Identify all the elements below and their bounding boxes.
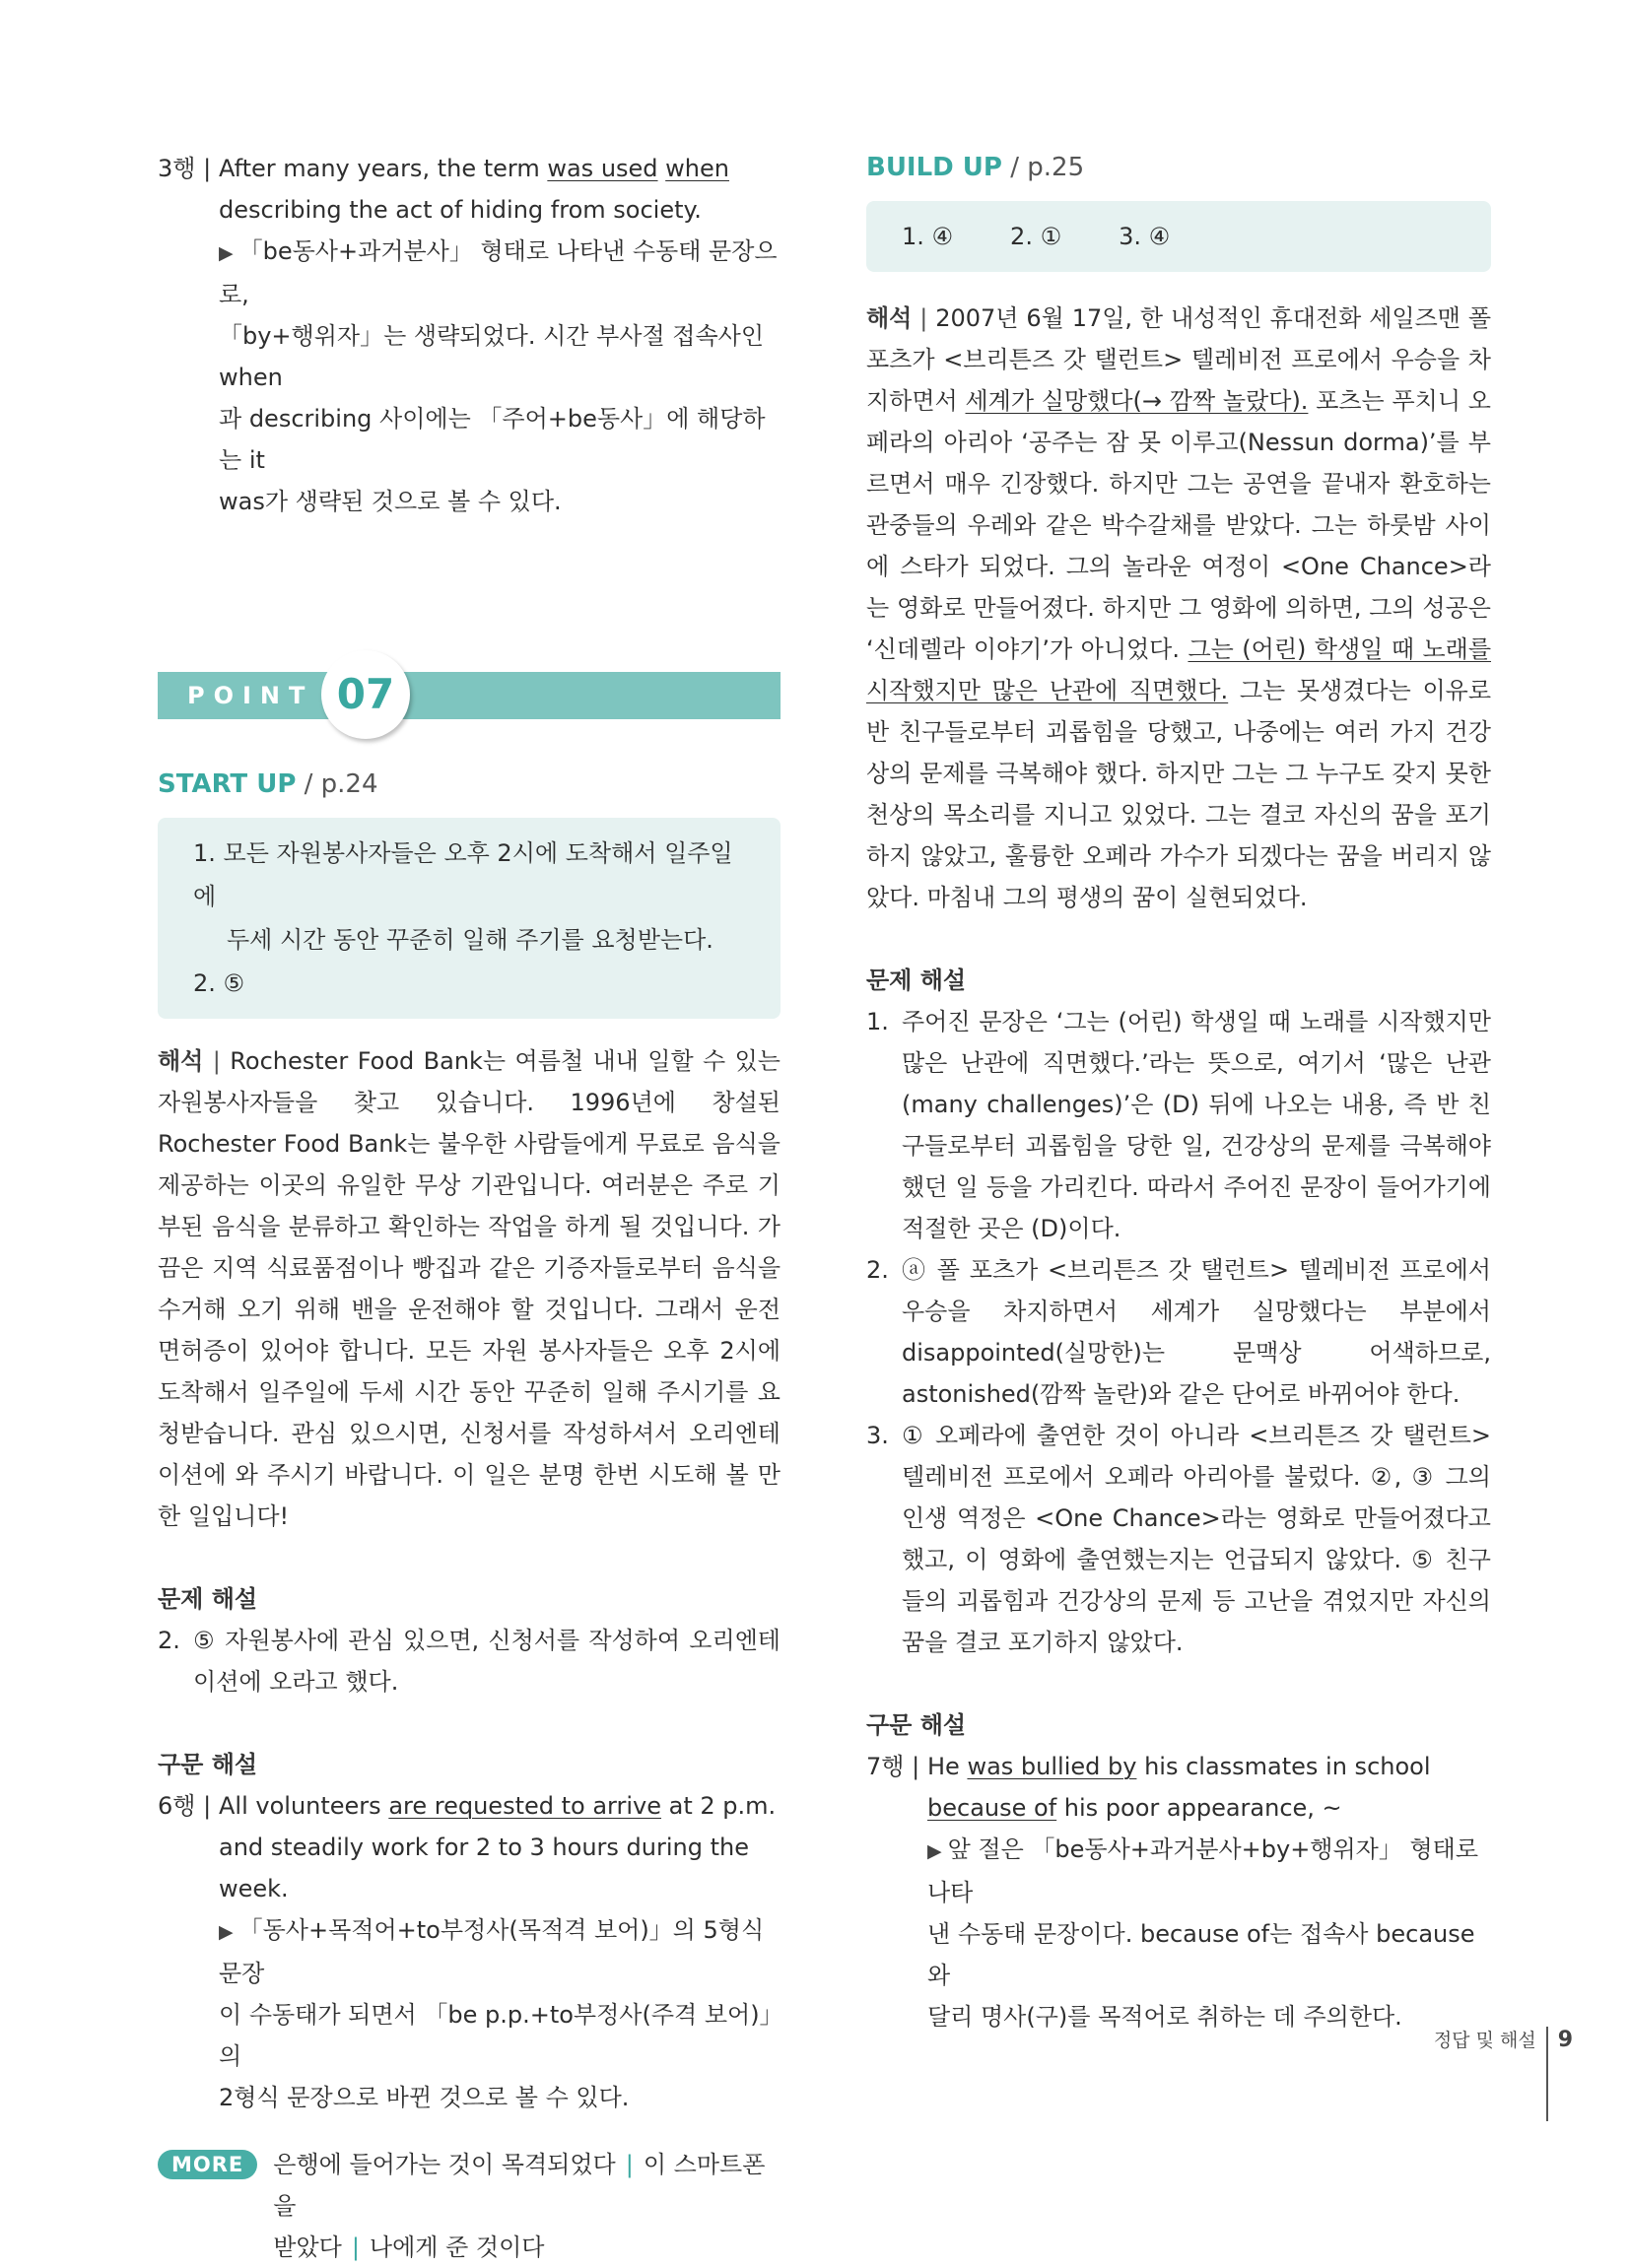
right-column bbox=[866, 148, 1491, 2037]
syntax-explanation-heading: 구문 해설 bbox=[158, 1751, 258, 1778]
structure-note-line6: 6행 | All volunteers are requested to arrive at 2 p.m. and steadily work for 2 to 3 hours during the week. ▶ 「동사+목적어+to부정사(목적격 보어)」의 5형식 문장 이 수동태가 되면서 「be p.p.+to부정사(주격 보어)」의 2형식 문장으로 바뀐 것으로 볼 수 있다. bbox=[158, 1792, 777, 2111]
problem-explanation-heading: 문제 해설 bbox=[866, 967, 967, 994]
arrow-icon: ▶ bbox=[219, 1921, 234, 1943]
startup-answer-box: 1. 모든 자원봉사자들은 오후 2시에 도착해서 일주일에 두세 시간 동안 꾸준히 일해 주기를 요청받는다. 2. ⑤ bbox=[158, 818, 781, 1019]
structure-note-line7: 7행 | He was bullied by his classmates in school because of his poor appearance, ~ ▶ 앞 절은 「be동사+과거분사+by+행위자」 형태로 나타 낸 수동태 문장이다. because of는 접속사 because와 달리 명사(구)를 목적어로 취하는 데 주의한다. bbox=[866, 1753, 1479, 2031]
structure-note-line3: 3행 | After many years, the term was used when describing the act of hiding from society. ▶ 「be동사+과거분사」 형태로 나타낸 수동태 문장으로, 「by+행위자」는 생략되었다. 시간 부사절 접속사인 when 과 describing 사이에는 「주어+be동사」에 해당하는 it was가 생략된 것으로 볼 수 있다. bbox=[158, 148, 781, 522]
line-ref: 3행 | bbox=[158, 155, 212, 182]
arrow-icon: ▶ bbox=[219, 242, 234, 264]
explanation-item: 2. ⓐ 폴 포츠가 <브리튼즈 갓 탤런트> 텔레비전 프로에서 우승을 차지하면서 세계가 실망했다는 부분에서 disappointed(실망한)는 문맥상 어색하므로, astonished(깜짝 놀란)와 같은 단어로 바뀌어야 한다. bbox=[866, 1256, 1491, 1408]
page-footer bbox=[1434, 2027, 1573, 2121]
buildup-answer-box: 1. ④ 2. ① 3. ④ bbox=[866, 201, 1491, 272]
syntax-explanation-heading: 구문 해설 bbox=[866, 1711, 967, 1739]
footer-divider bbox=[1546, 2027, 1548, 2121]
page-number: 9 bbox=[1557, 2028, 1573, 2052]
explanation-item: 1. 주어진 문장은 ‘그는 (어린) 학생일 때 노래를 시작했지만 많은 난관에 직면했다.’라는 뜻으로, 여기서 ‘많은 난관(many challenges)’은 (D) 뒤에 나오는 내용, 즉 반 친구들로부터 괴롭힘을 당한 일, 건강상의 문제를 극복해야 했던 일 등을 가리킨다. 따라서 주어진 문장이 들어가기에 적절한 곳은 (D)이다. bbox=[866, 1008, 1491, 1242]
problem-explanation-heading: 문제 해설 bbox=[158, 1585, 258, 1613]
grammar-note: ▶ 「be동사+과거분사」 형태로 나타낸 수동태 문장으로, bbox=[219, 237, 778, 308]
footer-label: 정답 및 해설 bbox=[1433, 2030, 1536, 2051]
translation-paragraph: 해석 | Rochester Food Bank는 여름철 내내 일할 수 있는 자원봉사자들을 찾고 있습니다. 1996년에 창설된 Rochester Food Bank는 불우한 사람들에게 무료로 음식을 제공하는 이곳의 유일한 무상 기관입니다. 여러분은 주로 기부된 음식을 분류하고 확인하는 작업을 하게 될 것입니다. 가끔은 지역 식료품점이나 빵집과 같은 기증자들로부터 음식을 수거해 오기 위해 밴을 운전해야 할 것입니다. 그래서 운전 면허증이 있어야 합니다. 모든 자원 봉사자들은 오후 2시에 도착해서 일주일에 두세 시간 동안 꾸준히 일해 주시기를 요청받습니다. 관심 있으시면, 신청서를 작성하셔서 오리엔테이션에 와 주시기 바랍니다. 이 일은 분명 한번 시도해 볼 만한 일입니다! bbox=[158, 1047, 781, 1530]
point-label: POINT bbox=[187, 682, 314, 709]
explanation-item: 2. ⑤ 자원봉사에 관심 있으면, 신청서를 작성하여 오리엔테이션에 오라고 했다. bbox=[158, 1627, 781, 1696]
left-column bbox=[158, 148, 781, 2268]
startup-heading: START UP / p.24 bbox=[158, 769, 378, 799]
point-number-badge: 07 bbox=[321, 650, 410, 739]
explanation-item: 3. ① 오페라에 출연한 것이 아니라 <브리튼즈 갓 탤런트> 텔레비전 프로에서 오페라 아리아를 불렀다. ②, ③ 그의 인생 역정은 <One Chance>라는 영화로 만들어졌다고 했고, 이 영화에 출연했는지는 언급되지 않았다. ⑤ 친구들의 괴롭힘과 건강상의 문제 등 고난을 겪었지만 자신의 꿈을 결코 포기하지 않았다. bbox=[866, 1422, 1491, 1656]
arrow-icon: ▶ bbox=[927, 1840, 942, 1862]
example-sentence: After many years, the term was used when bbox=[219, 155, 729, 182]
more-badge: MORE bbox=[158, 2150, 257, 2179]
point-banner bbox=[158, 650, 781, 759]
buildup-heading: BUILD UP / p.25 bbox=[866, 153, 1085, 182]
more-section: MORE 은행에 들어가는 것이 목격되었다 | 이 스마트폰을 받았다 | 나에게 준 것이다 bbox=[158, 2144, 781, 2268]
translation-paragraph: 해석 | 2007년 6월 17일, 한 내성적인 휴대전화 세일즈맨 폴 포츠가 <브리튼즈 갓 탤런트> 텔레비전 프로에서 우승을 차지하면서 세계가 실망했다(→ 깜짝 놀랐다). 포츠는 푸치니 오페라의 아리아 ‘공주는 잠 못 이루고(Nessun dorma)’를 부르면서 매우 긴장했다. 하지만 그는 공연을 끝내자 환호하는 관중들의 우레와 같은 박수갈채를 받았다. 그는 하룻밤 사이에 스타가 되었다. 그의 놀라운 여정이 <One Chance>라는 영화로 만들어졌다. 하지만 그 영화에 의하면, 그의 성공은 ‘신데렐라 이야기’가 아니었다. 그는 (어린) 학생일 때 노래를 시작했지만 많은 난관에 직면했다. 그는 못생겼다는 이유로 반 친구들로부터 괴롭힘을 당했고, 나중에는 여러 가지 건강상의 문제를 극복해야 했다. 하지만 그는 그 누구도 갖지 못한 천상의 목소리를 지니고 있었다. 그는 결코 자신의 꿈을 포기하지 않았고, 훌륭한 오페라 가수가 되겠다는 꿈을 버리지 않았다. 마침내 그의 평생의 꿈이 실현되었다. bbox=[866, 304, 1492, 911]
